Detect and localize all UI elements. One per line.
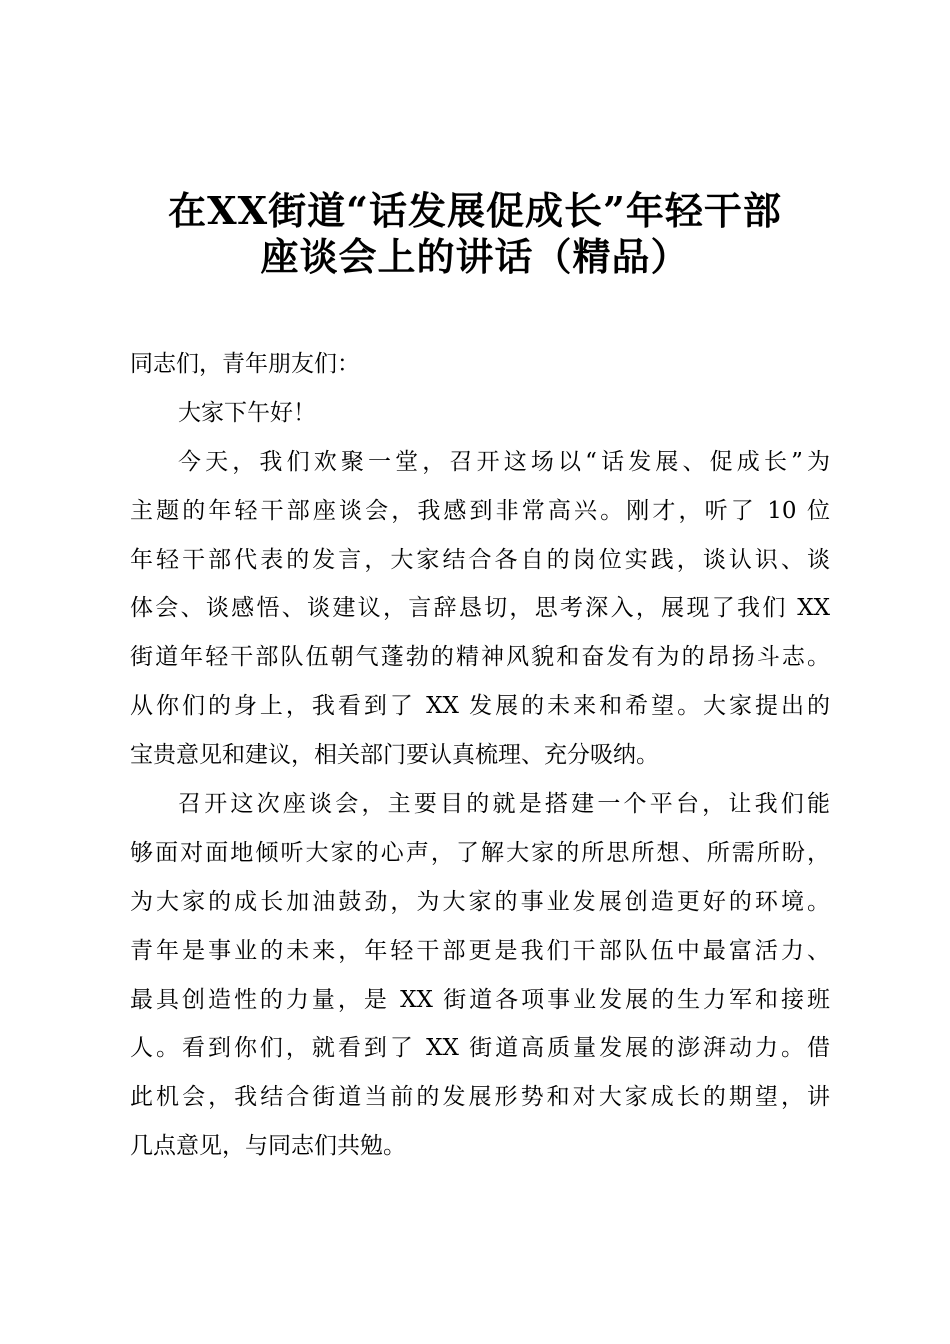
paragraph-line: 大家下午好！ [178, 399, 316, 426]
paragraph-line: 够面对面地倾听大家的心声，了解大家的所思所想、所需所盼， [130, 839, 830, 866]
paragraph-line: 从你们的身上，我看到了 XX 发展的未来和希望。大家提出的 [130, 693, 830, 720]
paragraph-line: 街道年轻干部队伍朝气蓬勃的精神风貌和奋发有为的昂扬斗志。 [130, 644, 830, 671]
paragraph [130, 780, 830, 1171]
paragraph-line: 为大家的成长加油鼓劲，为大家的事业发展创造更好的环境。 [130, 888, 830, 915]
title-line-1: 在XX街道“话发展促成长”年轻干部 [168, 188, 782, 233]
paragraph-line: 宝贵意见和建议，相关部门要认真梳理、充分吸纳。 [130, 742, 659, 769]
paragraphs [130, 389, 830, 1171]
paragraph-line: 体会、谈感悟、谈建议，言辞恳切，思考深入，展现了我们 XX [130, 595, 830, 622]
paragraph [130, 389, 830, 438]
paragraph-line: 此机会，我结合街道当前的发展形势和对大家成长的期望，讲 [130, 1084, 830, 1111]
paragraph-line: 召开这次座谈会，主要目的就是搭建一个平台，让我们能 [178, 791, 830, 818]
paragraph-line: 主题的年轻干部座谈会，我感到非常高兴。刚才，听了 10 位 [130, 497, 830, 524]
document-title [0, 188, 950, 280]
paragraph [130, 438, 830, 780]
title-line-2: 座谈会上的讲话（精品） [260, 234, 690, 279]
salutation: 同志们，青年朋友们： [130, 351, 360, 377]
paragraph-line: 最具创造性的力量，是 XX 街道各项事业发展的生力军和接班 [130, 986, 830, 1013]
paragraph-line: 今天，我们欢聚一堂，召开这场以“话发展、促成长”为 [178, 448, 830, 475]
paragraph-line: 人。看到你们，就看到了 XX 街道高质量发展的澎湃动力。借 [130, 1035, 830, 1062]
paragraph-line: 几点意见，与同志们共勉。 [130, 1133, 406, 1160]
document-body [130, 340, 830, 1171]
paragraph-line: 青年是事业的未来，年轻干部更是我们干部队伍中最富活力、 [130, 937, 830, 964]
paragraph-line: 年轻干部代表的发言，大家结合各自的岗位实践，谈认识、谈 [130, 546, 830, 573]
